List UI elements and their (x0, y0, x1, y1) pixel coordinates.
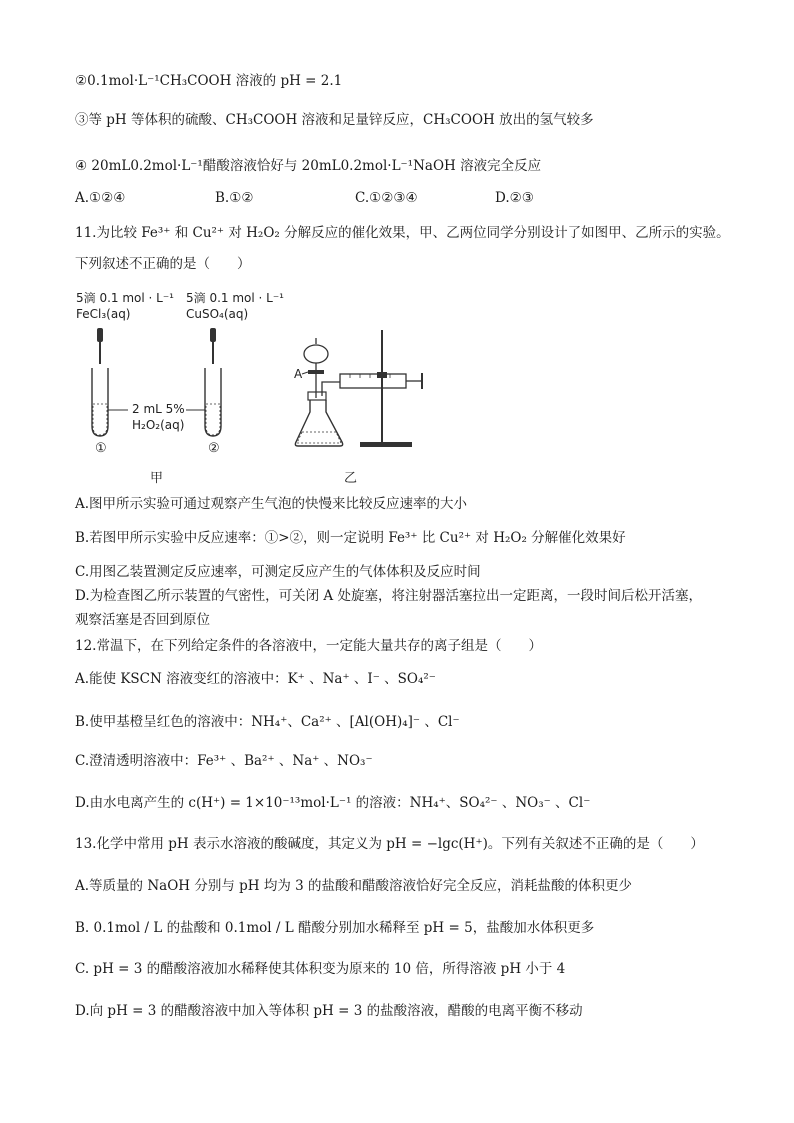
label-h2o2: H₂O₂(aq) (132, 418, 185, 432)
q12-option-d: D.由水电离产生的 c(H⁺) = 1×10⁻¹³mol·L⁻¹ 的溶液：NH₄⁺、SO₄²⁻ 、NO₃⁻ 、Cl⁻ (75, 795, 591, 811)
dropper-1-icon (97, 328, 103, 364)
label-fecl3: FeCl₃(aq) (76, 307, 131, 321)
q13-option-d: D.向 pH = 3 的醋酸溶液中加入等体积 pH = 3 的盐酸溶液，醋酸的电离平衡不移动 (75, 1003, 583, 1019)
q10-statement-2: ②0.1mol·L⁻¹CH₃COOH 溶液的 pH = 2.1 (75, 73, 343, 89)
q10-option-c: C.①②③④ (355, 190, 418, 206)
label-h2o2-conc: 2 mL 5% (132, 402, 185, 416)
q10-option-d: D.②③ (495, 190, 534, 206)
q11-option-a: A.图甲所示实验可通过观察产生气泡的快慢来比较反应速率的大小 (75, 496, 468, 512)
q12-option-c: C.澄清透明溶液中：Fe³⁺ 、Ba²⁺ 、Na⁺ 、NO₃⁻ (75, 753, 373, 769)
label-cuso4-conc: 5滴 0.1 mol · L⁻¹ (186, 291, 284, 305)
q12-stem: 12.常温下，在下列给定条件的各溶液中，一定能大量共存的离子组是（ ） (75, 638, 542, 654)
test-tube-1 (92, 368, 128, 436)
experiment-diagram (70, 286, 450, 486)
valve-a-label: A (294, 367, 303, 381)
q10-option-a: A.①②④ (75, 190, 126, 206)
q11-option-c: C.用图乙装置测定反应速率，可测定反应产生的气体体积及反应时间 (75, 564, 481, 580)
caption-yi: 乙 (344, 471, 358, 486)
q12-option-a: A.能使 KSCN 溶液变红的溶液中：K⁺ 、Na⁺ 、I⁻ 、SO₄²⁻ (75, 671, 436, 687)
q11-option-d-line-1: D.为检查图乙所示装置的气密性，可关闭 A 处旋塞，将注射器活塞拉出一定距离，一段时间后松开活塞， (75, 588, 702, 604)
q13-option-b: B. 0.1mol / L 的盐酸和 0.1mol / L 醋酸分别加水稀释至 pH = 5，盐酸加水体积更多 (75, 920, 595, 936)
q11-option-d-line-2: 观察活塞是否回到原位 (75, 612, 210, 628)
q13-option-a: A.等质量的 NaOH 分别与 pH 均为 3 的盐酸和醋酸溶液恰好完全反应，消耗盐酸的体积更少 (75, 878, 632, 894)
q10-statement-4: ④ 20mL0.2mol·L⁻¹醋酸溶液恰好与 20mL0.2mol·L⁻¹NaOH 溶液完全反应 (75, 158, 542, 174)
q11-option-b: B.若图甲所示实验中反应速率：①>②，则一定说明 Fe³⁺ 比 Cu²⁺ 对 H₂O₂ 分解催化效果好 (75, 530, 626, 546)
q10-option-b: B.①② (215, 190, 254, 206)
tube-2-label: ② (208, 441, 220, 456)
test-tube-2 (186, 368, 221, 436)
flask-apparatus (295, 338, 342, 446)
dropper-2-icon (210, 328, 216, 364)
q11-figure (70, 286, 450, 486)
caption-jia: 甲 (150, 471, 164, 486)
q12-option-b: B.使甲基橙呈红色的溶液中：NH₄⁺、Ca²⁺ 、[Al(OH)₄]⁻ 、Cl⁻ (75, 714, 460, 730)
q10-statement-3: ③等 pH 等体积的硫酸、CH₃COOH 溶液和足量锌反应，CH₃COOH 放出的氢气较多 (75, 112, 594, 128)
label-fecl3-conc: 5滴 0.1 mol · L⁻¹ (76, 291, 174, 305)
q11-stem-line-2: 下列叙述不正确的是（ ） (75, 256, 251, 272)
q10-options (75, 190, 635, 206)
q13-option-c: C. pH = 3 的醋酸溶液加水稀释使其体积变为原来的 10 倍，所得溶液 pH 小于 4 (75, 961, 566, 977)
q11-stem-line-1: 11.为比较 Fe³⁺ 和 Cu²⁺ 对 H₂O₂ 分解反应的催化效果，甲、乙两位同学分别设计了如图甲、乙所示的实验。 (75, 225, 730, 241)
tube-1-label: ① (95, 441, 107, 456)
label-cuso4: CuSO₄(aq) (186, 307, 249, 321)
q13-stem: 13.化学中常用 pH 表示水溶液的酸碱度，其定义为 pH = −lgc(H⁺)。下列有关叙述不正确的是（ ） (75, 836, 704, 852)
